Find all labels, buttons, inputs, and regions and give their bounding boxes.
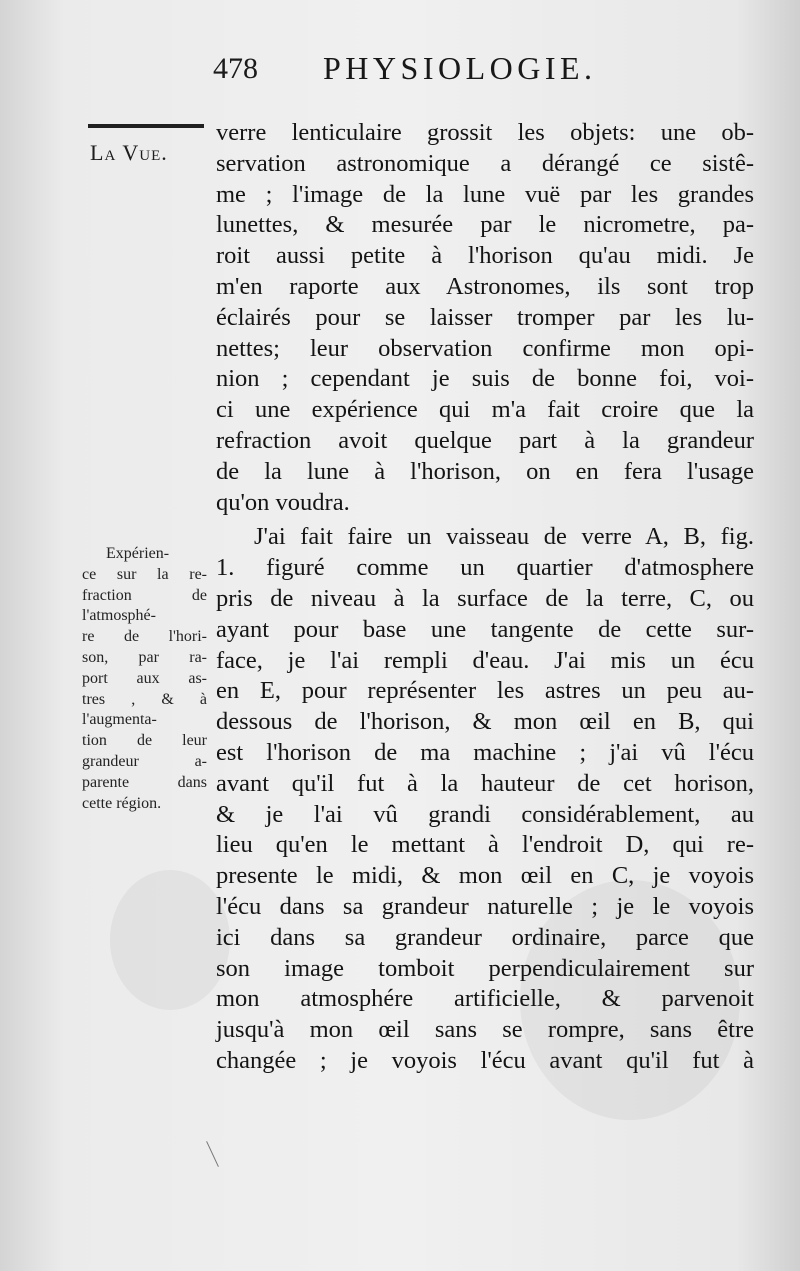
text-line: pris de niveau à la surface de la terre, C, ou bbox=[216, 584, 754, 612]
margin-section-title: La Vue. bbox=[90, 140, 168, 165]
margin-note-line: parente dans bbox=[82, 773, 207, 791]
margin-note bbox=[82, 544, 207, 814]
body-text bbox=[216, 118, 754, 1077]
running-title: PHYSIOLOGIE. bbox=[323, 50, 597, 86]
text-line: en E, pour représenter les astres un peu au- bbox=[216, 677, 754, 705]
text-line: jusqu'à mon œil sans se rompre, sans être bbox=[216, 1016, 754, 1044]
text-line: dessous de l'horison, & mon œil en B, qui bbox=[216, 708, 754, 736]
text-line: l'écu dans sa grandeur naturelle ; je le voyois bbox=[216, 892, 754, 920]
text-line: changée ; je voyois l'écu avant qu'il fut à bbox=[216, 1046, 754, 1074]
text-line: lunettes, & mesurée par le nicrometre, pa- bbox=[216, 211, 754, 239]
text-line: ici dans sa grandeur ordinaire, parce que bbox=[216, 923, 754, 951]
text-line: de la lune à l'horison, on en fera l'usage bbox=[216, 457, 754, 485]
margin-note-line: re de l'hori- bbox=[82, 628, 207, 646]
margin-note-line: fraction de bbox=[82, 586, 207, 604]
margin-note-line: Expérien- bbox=[106, 545, 170, 562]
text-line: qu'on voudra. bbox=[216, 488, 350, 516]
margin-note-line: port aux as- bbox=[82, 669, 207, 687]
margin-note-line: grandeur a- bbox=[82, 752, 207, 770]
page-number: 478 bbox=[213, 52, 258, 85]
text-line: verre lenticulaire grossit les objets: une ob- bbox=[216, 119, 754, 146]
margin-note-line: ce sur la re- bbox=[82, 565, 207, 583]
text-line: lieu qu'en le mettant à l'endroit D, qui re- bbox=[216, 831, 754, 859]
text-line: m'en raporte aux Astronomes, ils sont trop bbox=[216, 272, 754, 300]
text-line: & je l'ai vû grandi considérablement, au bbox=[216, 800, 754, 828]
text-line: 1. figuré comme un quartier d'atmosphere bbox=[216, 554, 754, 582]
text-line: J'ai fait faire un vaisseau de verre A, B, fig. bbox=[254, 523, 754, 551]
text-line: me ; l'image de la lune vuë par les grandes bbox=[216, 180, 754, 208]
text-line: mon atmosphére artificielle, & parvenoit bbox=[216, 985, 754, 1013]
section-rule bbox=[88, 124, 204, 128]
page-header bbox=[205, 48, 675, 92]
text-line: nettes; leur observation confirme mon opi- bbox=[216, 334, 754, 362]
text-line: nion ; cependant je suis de bonne foi, voi- bbox=[216, 365, 754, 393]
text-line: est l'horison de ma machine ; j'ai vû l'écu bbox=[216, 738, 754, 766]
text-line: son image tomboit perpendiculairement sur bbox=[216, 954, 754, 982]
margin-note-line: tion de leur bbox=[82, 732, 207, 750]
paragraph-2 bbox=[216, 522, 754, 1076]
margin-note-line: l'atmosphé- bbox=[82, 607, 156, 625]
text-line: presente le midi, & mon œil en C, je voyois bbox=[216, 862, 754, 890]
margin-note-line: son, par ra- bbox=[82, 648, 207, 666]
text-line: face, je l'ai rempli d'eau. J'ai mis un écu bbox=[216, 646, 754, 674]
text-line: roit aussi petite à l'horison qu'au midi. Je bbox=[216, 242, 754, 270]
margin-note-line: cette région. bbox=[82, 794, 162, 812]
text-line: ci une expérience qui m'a fait croire que la bbox=[216, 396, 754, 424]
text-line: ayant pour base une tangente de cette sur- bbox=[216, 615, 754, 643]
margin-note-line: l'augmenta- bbox=[82, 711, 157, 729]
paragraph-1 bbox=[216, 118, 754, 518]
text-line: refraction avoit quelque part à la grandeur bbox=[216, 426, 754, 454]
text-line: éclairés pour se laisser tromper par les lu- bbox=[216, 303, 754, 331]
text-line: avant qu'il fut à la hauteur de cet horison, bbox=[216, 769, 754, 797]
paper-mark bbox=[206, 1141, 219, 1167]
margin-note-line: tres , & à bbox=[82, 690, 207, 708]
text-line: servation astronomique a dérangé ce sistê- bbox=[216, 149, 754, 177]
paper-stain bbox=[110, 870, 230, 1010]
